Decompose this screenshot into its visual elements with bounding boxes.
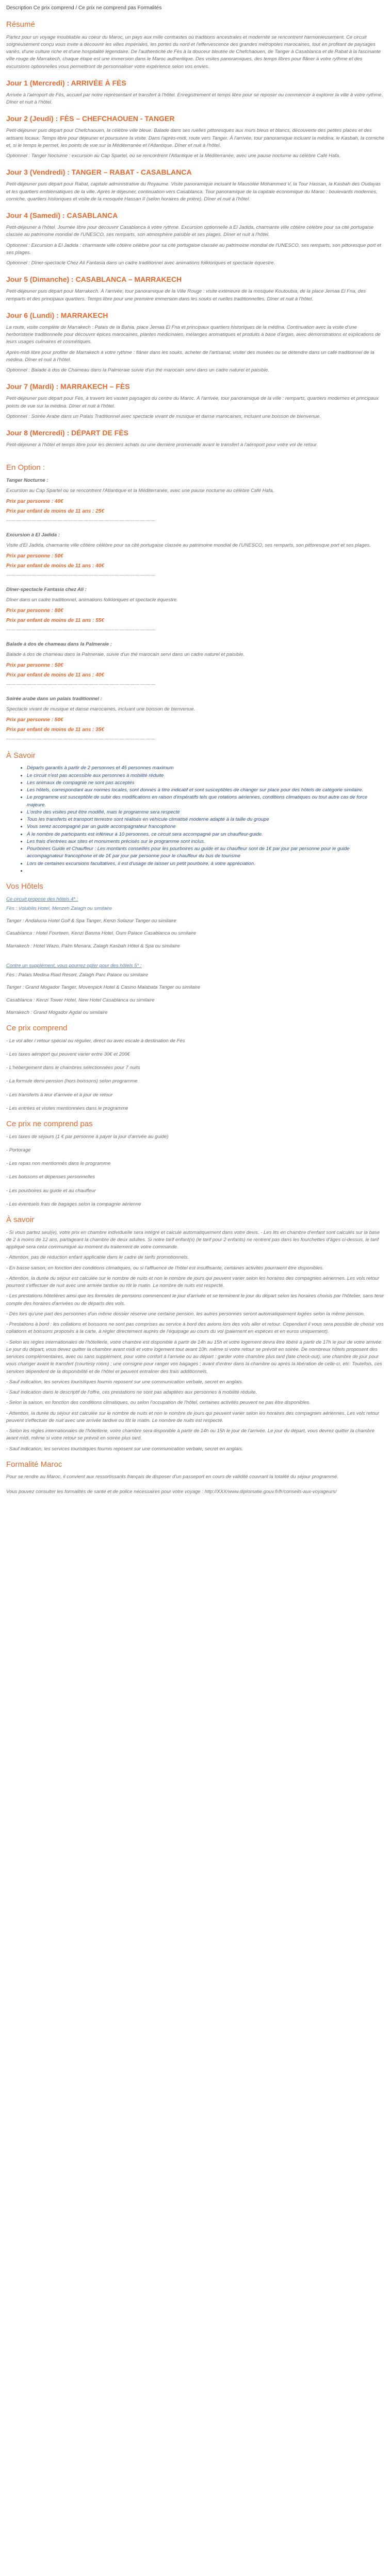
a-savoir2-paragraph: - Attention, la durée du séjour est calculée sur le nombre de nuits et non le nombre de jours qui peuvent varier selon les horaires des compagnies aériennes. Les vols retour pourront s'effectuer de nuit avec une arrivée tardive ou tôt le matin. Le nombre de nuits est respecté. bbox=[6, 1275, 380, 1289]
option-price-child: Prix par enfant de moins de 11 ans : 40€ bbox=[6, 563, 104, 569]
hotel-line: Marrakech : Hotel Wazo, Palm Menara, Zalagh Kasbah Hôtel & Spa ou similaire bbox=[6, 943, 180, 949]
a-savoir2-paragraph: - Attention, pas de réduction enfant applicable dans le cadre de tarifs promotionnels. bbox=[6, 1255, 189, 1261]
comprend-item: - Les entrées et visites mentionnées dans le programme bbox=[6, 1105, 128, 1111]
day-paragraph: Optionnel : Excursion à El Jadida : charmante ville côtière célèbre pour sa cité portugaise classée au patrimoine mondial de l'UNESCO, ses remparts, son pittoresque port et ses plages. bbox=[6, 242, 381, 256]
day-title: Jour 6 (Lundi) : MARRAKECH bbox=[6, 311, 108, 319]
option-desc: Balade à dos de chameau dans la Palmeraie, suivie d'un thé marocain servi dans un cadre naturel et paisible. bbox=[6, 652, 245, 657]
a-savoir-item bbox=[27, 816, 385, 823]
option-label: Excursion à El Jadida : bbox=[6, 532, 60, 538]
a-savoir-list bbox=[6, 765, 385, 875]
a-savoir2-paragraph: - Sauf indication, les services touristiques fournis reposent sur une communication verbale, secret en anglais. bbox=[6, 1379, 243, 1385]
resume-text: Partez pour un voyage inoubliable au coeur du Maroc, un pays aux mille contrastes où traditions ancestrales et modernité se rencontrent harmonieusement. Ce circuit soigneusement conçu vous invite à découvrir les villes impériales, les portes du nord et l'effervescence des grandes métropoles marocaines, tout en profitant de paysages variés, d'une culture riche et d'une hospitalité légendaire. De l'authenticité de Fès à la douceur bleutée de Chefchaouen, de Tanger à Casablanca et de Rabat à la fascinante ville rouge de Marrakech, chaque étape est une immersion dans le Maroc authentique. Des visites panoramiques, des temps libres pour flâner à votre rythme et des excursions optionnelles vous permettront de personnaliser votre expérience selon vos envies. bbox=[6, 34, 381, 70]
ne-comprend-list bbox=[6, 1133, 385, 1209]
a-savoir-item bbox=[27, 845, 385, 860]
a-savoir-text: Vous serez accompagné par un guide accompagnateur francophone bbox=[27, 824, 176, 830]
formalite-text2: Vous pouvez consulter les formalités de santé et de police nécessaires pour votre voyage : http://XXX/www.diplomatie.gouv.fr/fr/conseils-aux-voyageurs/ bbox=[6, 1488, 337, 1495]
day-title: Jour 4 (Samedi) : CASABLANCA bbox=[6, 211, 118, 219]
options-list bbox=[6, 477, 385, 743]
ne-comprend-item: - Les éventuels frais de bagages selon la compagnie aérienne bbox=[6, 1201, 141, 1207]
a-savoir-item bbox=[27, 779, 385, 787]
a-savoir-text: Le circuit n'est pas accessible aux personnes à mobilité réduite bbox=[27, 772, 164, 778]
hotels-intro: Ce circuit propose des hôtels 4* : bbox=[6, 896, 78, 902]
a-savoir-item bbox=[27, 860, 385, 868]
itinerary bbox=[6, 78, 385, 449]
resume-title: Résumé bbox=[6, 20, 35, 29]
day-paragraph: Petit-déjeuner puis départ pour Chefchaouen, la célèbre ville bleue. Balade dans ses ruelles pittoresques aux murs bleus et blancs, découverte des petites places et des artisans locaux. Temps libre pour déjeuner et poursuivre la visite. Dans l'après-midi, route vers Tanger. À l'arrivée, tour panoramique incluant la médina, le Kasbah, la corniche et, si le temps le permet, les points de vue sur la Méditerranée et l'Atlantique. Dîner et nuit à l'hôtel. bbox=[6, 128, 384, 148]
a-savoir-item bbox=[27, 765, 385, 772]
day-title: Jour 1 (Mercredi) : ARRIVÉE À FÈS bbox=[6, 78, 126, 87]
option-label: Tanger Nocturne : bbox=[6, 477, 48, 483]
a-savoir-title: À Savoir bbox=[6, 751, 36, 760]
hotel-line: Casablanca : Kenzi Tower Hotel, New Hotel Casablanca ou similaire bbox=[6, 997, 155, 1003]
option-label: Dîner-spectacle Fantasia chez Ali : bbox=[6, 586, 87, 592]
a-savoir-text: Tous les transferts et transport terrestre sont réalisés en véhicule climatisé moderne adapté à la taille du groupe bbox=[27, 817, 269, 822]
a-savoir2-paragraph: - Attention, la durée du séjour est calculée sur le nombre de nuits et non le nombre de jours qui peuvent varier selon les horaires des compagnies aériennes. Les vols retour peuvent s'effectuer de nuit avec une arrivée tardive ou tôt le matin. Le nombre de nuits est respecté. bbox=[6, 1410, 380, 1423]
hotels-4-list bbox=[6, 905, 385, 950]
day-paragraph: Optionnel : Dîner-spectacle Chez Ali Fantasia dans un cadre traditionnel avec animations folkloriques et spectacle équestre. bbox=[6, 260, 275, 266]
a-savoir-item bbox=[27, 809, 385, 816]
day-title: Jour 2 (Jeudi) : FÈS – CHEFCHAOUEN - TANGER bbox=[6, 114, 175, 123]
comprend-item: - La formule demi-pension (hors boissons) selon programme bbox=[6, 1078, 138, 1084]
day-paragraph: Optionnel : Soirée Arabe dans un Palais Traditionnel avec spectacle vivant de musique et danse marocaines, incluant une boisson de bienvenue. bbox=[6, 413, 321, 419]
a-savoir2-paragraph: - Sauf indication, les services touristiques fournis reposent sur une communication verbale, secret en anglais. bbox=[6, 1446, 243, 1452]
a-savoir-item bbox=[27, 794, 385, 809]
ne-comprend-item: - Les pourboires au guide et au chauffeur bbox=[6, 1188, 96, 1194]
ne-comprend-item: - Les repas non mentionnés dans le programme bbox=[6, 1161, 111, 1166]
a-savoir2-title: À savoir bbox=[6, 1215, 35, 1224]
day-paragraph: Petit-déjeuner puis départ pour Rabat, capitale administrative du Royaume. Visite panoramique incluant le Mausolée Mohammed V, la Tour Hassan, la Kasbah des Oudayas et les quartiers emblématiques de la ville. Après le déjeuner, continuation vers Casablanca. Tour panoramique de la capitale économique du Maroc : boulevards modernes, corniche, quartiers historiques et visite de la mosquée Hassan II (selon horaires de prière). Dîner et nuit à l'hôtel. bbox=[6, 181, 381, 202]
day-paragraph: Optionnel : Tanger Nocturne : excursion au Cap Spartel, où se rencontrent l'Atlantique et la Méditerranée, avec une pause nocturne au célèbre Café Hafa. bbox=[6, 153, 340, 159]
ne-comprend-item: - Les boissons et dépenses personnelles bbox=[6, 1174, 95, 1180]
a-savoir-item bbox=[27, 838, 385, 845]
a-savoir2-paragraph: - Sauf indication dans le descriptif de l'offre, ces prestations ne sont pas adaptées aux personnes à mobilité réduite. bbox=[6, 1389, 257, 1395]
option-separator: ————————————————————————————— bbox=[6, 518, 156, 523]
option-price: Prix par personne : 50€ bbox=[6, 717, 63, 723]
option-separator: ————————————————————————————— bbox=[6, 682, 156, 687]
a-savoir-item bbox=[27, 868, 385, 875]
option-desc: Visite d'El Jadida, charmante ville côtière célèbre pour sa cité portugaise classée au patrimoine mondial de l'UNESCO, ses remparts, son pittoresque port et ses plages. bbox=[6, 543, 371, 548]
a-savoir-item bbox=[27, 772, 385, 779]
option-separator: ————————————————————————————— bbox=[6, 572, 156, 578]
option-price-child: Prix par enfant de moins de 11 ans : 25€ bbox=[6, 509, 104, 515]
day-paragraph: Après-midi libre pour profiter de Marrakech à votre rythme : flâner dans les souks, acheter de l'artisanat, visiter des musées ou se détendre dans un café traditionnel de la médina. Dîner et nuit à l'hôtel. bbox=[6, 349, 374, 363]
hotels-intro-5: Contre un supplément, vous pourrez opter pour des hôtels 5* : bbox=[6, 962, 142, 969]
comprend-item: - L'hébergement dans le chambres sélectionnées pour 7 nuits bbox=[6, 1065, 140, 1071]
a-savoir2-paragraph: - Selon les règles internationales de l'hôtellerie, votre chambre est disponible à partir de 14h au 15h et votre logement devra être libéré à partir de 17h le jour de votre arrivée. Le jour du départ, vous devez quitter la chambre avant midi et votre logement tout avant 10h. même si votre retour se prévoit en soirée. De nombreux hôtels proposent des services complémentaires, avec ou sans supplément, pour votre confort à l'arrivée ou au départ : garder votre chambre plus tard (late check-out), une chambre de jour pour vous changer avant le transfert (courtesy room) ; une consigne pour ranger vos bagages ; avant d'entrer dans la chambre ou après la libération de celle-ci, etc. Toutefois, ces services dépendent de la disponibilité et de l'hôtel et peuvent entraîner des frais additionnels. bbox=[6, 1339, 383, 1375]
options-title: En Option : bbox=[6, 463, 45, 472]
hotel-line: Fès : Palais Medina Riad Resort, Zalagh Parc Palace ou similaire bbox=[6, 972, 149, 978]
a-savoir-text: Les frais d'entrées aux sites et monuments précisés sur le programme sont inclus. bbox=[27, 838, 205, 844]
day-paragraph: Optionnel : Balade à dos de Chameau dans la Palmeraie suivie d'un thé marocain servi dans un cadre naturel et paisible. bbox=[6, 367, 269, 373]
option-price-child: Prix par enfant de moins de 11 ans : 55€ bbox=[6, 618, 104, 624]
option-desc: Dîner dans un cadre traditionnel, animations folkloriques et spectacle équestre. bbox=[6, 597, 178, 603]
day-paragraph: Arrivée à l'aéroport de Fès, accueil par notre représentant et transfert à l'hôtel. Enregistrement et temps libre pour se reposer ou commencer à explorer la ville à votre rythme. Dîner et nuit à l'hôtel. bbox=[6, 92, 383, 105]
day-title: Jour 3 (Vendredi) : TANGER – RABAT - CASABLANCA bbox=[6, 168, 192, 177]
hotel-line: Fès : Volubilis Hotel, Menzeh Zalagh ou similaire bbox=[6, 905, 112, 911]
tab-strip[interactable]: Description Ce prix comprend / Ce prix ne comprend pas Formalités bbox=[6, 5, 162, 11]
a-savoir-item bbox=[27, 823, 385, 831]
a-savoir-text: Pourboires Guide et Chauffeur : Les montants conseillés pour les pourboires au guide et au chauffeur sont de 1€ par jour par personne pour le guide accompagnateur francophone et de 1€ par jour par personne pour le chauffeur du bus de tourisme bbox=[27, 846, 350, 859]
a-savoir2-paragraph: - Les prestations hôtelières ainsi que les formules de pensions commencent le jour d'arrivée et se terminent le jour du départ selon les horaires choisis par l'hôtelier, sans tenir compte des horaires d'arrivées ou de départs des vols. bbox=[6, 1293, 384, 1307]
a-savoir2-list bbox=[6, 1229, 385, 1453]
formalite-text: Pour se rendre au Maroc, il convient aux ressortissants français de disposer d'un passeport en cours de validité couvrant la totalité du séjour programmé. bbox=[6, 1474, 338, 1480]
day-title: Jour 7 (Mardi) : MARRAKECH – FÈS bbox=[6, 382, 130, 391]
a-savoir2-paragraph: - Dès lors qu'une part des personnes d'un même dossier réserve une certaine pension, les autres personnes seront automatiquement logées selon la même pension. bbox=[6, 1311, 365, 1317]
a-savoir-text: Les animaux de compagnie ne sont pas acceptés bbox=[27, 779, 135, 786]
comprend-item: - Les taxes aéroport qui peuvent varier entre 30€ et 200€ bbox=[6, 1051, 130, 1057]
a-savoir2-paragraph: - Prestations à bord : les collations et boissons ne sont pas comprises au service à bord des avions lors des vols aller et retour. Cependant il vous sera possible de choisir vos collations et boissons proposés à la carte, à régler directement auprès de l'équipage au cours du vol (paiement en espèces et en euros uniquement). bbox=[6, 1321, 384, 1335]
day-paragraph: Petit-déjeuner à l'hôtel et temps libre pour les derniers achats ou une dernière promenade avant le transfert à l'aéroport pour votre vol de retour. bbox=[6, 442, 318, 448]
ne-comprend-item: - Portorage bbox=[6, 1147, 31, 1153]
a-savoir2-paragraph: - Selon la saison, en fonction des conditions climatiques, ou selon l'occupation de l'hôtel, certaines activités peuvent ne pas être disponibles. bbox=[6, 1400, 311, 1406]
a-savoir2-paragraph: - Selon les règles internationales de l'hôtellerie, votre chambre sera disponible à partir de 14h ou 15h le jour de l'arrivée. Le jour du départ, vous devrez quitter la chambre avant midi, même si votre retour se prévoit en soirée plus tard. bbox=[6, 1428, 374, 1442]
hotels-5-list bbox=[6, 972, 385, 1016]
option-desc: Spectacle vivant de musique et danse marocaines, incluant une boisson de bienvenue. bbox=[6, 706, 195, 712]
day-paragraph: Petit-déjeuner à l'hôtel. Journée libre pour découvrir Casablanca à votre rythme. Excursion optionnelle à El Jadida, charmante ville côtière célèbre pour sa cité portugaise classée au patrimoine mondial de l'UNESCO, ses remparts, son atmosphère paisible et ses plages. Dîner et nuit à l'hôtel. bbox=[6, 225, 374, 238]
ne-comprend-item: - Les taxes de séjours (1 € par personne à payer la jour d'arrivée au guide) bbox=[6, 1133, 169, 1140]
ne-comprend-title: Ce prix ne comprend pas bbox=[6, 1120, 93, 1128]
day-paragraph: Petit-déjeuner puis départ pour Marrakech. À l'arrivée, tour panoramique de la Ville Rouge : visite extérieure de la mosquée Koutoubia, de la place Jemaa El Fna, des remparts et des principaux quartiers. Temps libre pour une première immersion dans les souks et ruelles traditionnelles. Dîner et nuit à l'hôtel. bbox=[6, 289, 366, 302]
option-price-child: Prix par enfant de moins de 11 ans : 35€ bbox=[6, 727, 104, 733]
option-label: Soirée arabe dans un palais traditionnel : bbox=[6, 696, 102, 702]
option-label: Balade à dos de chameau dans la Palmeraie : bbox=[6, 641, 112, 647]
day-paragraph: La route, visite complète de Marrakech : Palais de la Bahia, place Jemaa El Fna et principaux quartiers historiques de la médina. Continuation avec la visite d'une herboristerie traditionnelle pour découvrir épices marocaines, plantes médicinales, mélanges aromatiques et produits à base d'argan, avec démonstrations et explications de leurs usages culinaires et cosmétiques. bbox=[6, 324, 381, 345]
a-savoir-item bbox=[27, 831, 385, 838]
option-price: Prix par personne : 80€ bbox=[6, 608, 63, 614]
formalite-title: Formalité Maroc bbox=[6, 1460, 62, 1469]
option-desc: Excursion au Cap Spartel où se rencontrent l'Atlantique et la Méditerranée, avec une pause nocturne au célèbre Café Hafa. bbox=[6, 488, 274, 494]
a-savoir-text: Lors de certaines excursions facultatives, il est d'usage de laisser un petit pourboire, à votre appréciation. bbox=[27, 860, 255, 867]
comprend-item: - Les transferts à leur d'arrivée et à jour de retour bbox=[6, 1092, 113, 1098]
day-title: Jour 8 (Mercredi) : DÉPART DE FÈS bbox=[6, 429, 129, 437]
hotel-line: Casablanca : Hotel Fourteen, Kenzi Basma Hotel, Oum Palace Casablanca ou similaire bbox=[6, 930, 197, 937]
a-savoir-text: Départs garantis à partir de 2 personnes et 45 personnes maximum bbox=[27, 765, 174, 771]
option-price: Prix par personne : 50€ bbox=[6, 663, 63, 669]
comprend-list bbox=[6, 1038, 385, 1113]
hotels-title: Vos Hôtels bbox=[6, 882, 43, 891]
a-savoir-text: À le nombre de participants est inférieur à 10 personnes, ce circuit sera accompagné par un chauffeur-guide. bbox=[27, 831, 263, 837]
hotel-line: Tanger : Grand Mogador Tanger, Movenpick Hotel & Casino Malabata Tanger ou similaire bbox=[6, 985, 200, 991]
day-paragraph: Petit-déjeuner puis départ pour Fès, à travers les vastes paysages du centre du Maroc. À l'arrivée, tour panoramique de la ville : remparts, quartiers modernes et principaux points de vue sur la médina. Dîner et nuit à l'hôtel. bbox=[6, 396, 379, 409]
a-savoir-text: L'ordre des visites peut être modifié, mais le programme sera respecté bbox=[27, 809, 180, 815]
a-savoir-text: Les hôtels, correspondant aux normes locales, sont donnés à titre indicatif et sont susceptibles de changer sur place pour des hôtels de catégorie similaire. bbox=[27, 787, 364, 793]
a-savoir-item bbox=[27, 787, 385, 794]
a-savoir2-paragraph: - En basse saison, en fonction des conditions climatiques, ou si l'affluence de l'hôtel est insuffisante, certaines activités pourraient être disponibles. bbox=[6, 1265, 324, 1271]
a-savoir2-paragraph: - Si vous partez seul(e), votre prix en chambre individuelle sera intégré et calculé automatiquement dans votre devis. - Les lits en chambre d'enfant sont calculés sur la base de 2 à moins de 12 ans, partageant la chambre de deux adultes. Si notre tarif enfant(s) (le tarif pour 2 enfants) ne rentrent pas dans les fourchettes d'âges ci-dessus, le tarif appliqué sera celui communiqué au moment du traitement de votre commande. bbox=[6, 1229, 380, 1250]
option-separator: ————————————————————————————— bbox=[6, 736, 156, 742]
option-price-child: Prix par enfant de moins de 11 ans : 40€ bbox=[6, 672, 104, 679]
option-price: Prix par personne : 50€ bbox=[6, 553, 63, 560]
hotel-line: Marrakech : Grand Mogador Agdal ou similaire bbox=[6, 1009, 108, 1015]
a-savoir-text: Le programme est susceptible de subir des modifications en raison d'impératifs tels que rotations aériennes, conditions climatiques ou tout autre cas de force majeure. bbox=[27, 794, 368, 808]
comprend-title: Ce prix comprend bbox=[6, 1024, 68, 1032]
option-price: Prix par personne : 40€ bbox=[6, 499, 63, 505]
hotel-line: Tanger : Andalucia Hotel Golf & Spa Tanger, Kenzi Solazur Tanger ou similaire bbox=[6, 918, 176, 924]
comprend-item: - Le vol aller / retour spécial ou régulier, direct ou avec escale à destination de Fès bbox=[6, 1038, 185, 1044]
day-title: Jour 5 (Dimanche) : CASABLANCA – MARRAKECH bbox=[6, 275, 182, 284]
option-separator: ————————————————————————————— bbox=[6, 627, 156, 633]
